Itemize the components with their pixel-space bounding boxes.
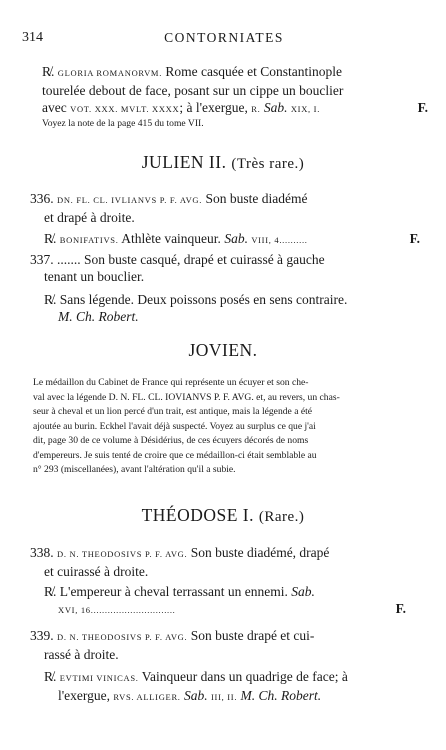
entry-337: 337. ....... Son buste casqué, drapé et cuirassé à gauche tenant un bouclier.: [30, 252, 325, 284]
entry-number: 337.: [30, 252, 54, 267]
entry-number: 339.: [30, 628, 54, 643]
reverse-sigil: R̸.: [44, 584, 57, 599]
page-number: 314: [22, 30, 43, 45]
reverse-sigil: R̸.: [44, 669, 57, 684]
entry-339-reverse: R̸. EVTIMI VINICAS. Vainqueur dans un quadrige de face; à l'exergue, RVS. ALLIGER. Sab. III, II. M. Ch. Robert.: [44, 669, 348, 703]
jovien-note: Le médaillon du Cabinet de France qui représente un écuyer et son che- val avec la légende D. N. FL. CL. IOVIANVS P. F. AVG. et, au revers, un chas- seur à cheval et un lion percé d'un trait, est antique, mais la légende a été ajoutée au burin. Eckhel l'avait déjà suspecté. Voyez au surplus ce que j'ai dit, page 30 de ce volume à Désidérius, de ces écuyers décorés de noms d'empereurs. Je suis tenté de croire que ce médaillon-ci était semblable au n° 293 (miscellanées), avant l'altération qu'il a subie.: [33, 377, 340, 475]
entry-337-reverse: R̸. Sans légende. Deux poissons posés en sens contraire. M. Ch. Robert.: [44, 292, 348, 324]
entry-text: tourelée debout de face, posant sur un cippe un bouclier: [42, 83, 344, 98]
entry-339: 339. D. N. THEODOSIVS P. F. AVG. Son buste drapé et cui- rassé à droite.: [30, 628, 315, 662]
obverse-legend: D. N. THEODOSIVS P. F. AVG.: [57, 549, 188, 559]
entry-336: 336. DN. FL. CL. IVLIANVS P. F. AVG. Son buste diadémé et drapé à droite.: [30, 191, 308, 225]
reverse-sigil: R̸.: [44, 231, 57, 246]
collection: M. Ch. Robert.: [58, 309, 139, 324]
rarity-value: F.: [395, 601, 406, 616]
obverse-legend: D. N. THEODOSIVS P. F. AVG.: [57, 632, 188, 642]
obverse-legend: DN. FL. CL. IVLIANVS P. F. AVG.: [57, 195, 203, 205]
entry-338: 338. D. N. THEODOSIVS P. F. AVG. Son buste diadémé, drapé et cuirassé à droite.: [30, 545, 330, 579]
entry-number: 336.: [30, 191, 54, 206]
footnote: Voyez la note de la page 415 du tome VII.: [42, 118, 204, 129]
entry-336-reverse: R̸. BONIFATIVS. Athlète vainqueur. Sab. VIII, 4.......... F.: [44, 231, 420, 246]
rarity-value: F.: [417, 100, 428, 115]
section-heading-jovien: JOVIEN.: [188, 340, 258, 360]
entry-text: Rome casquée et Constantinople: [165, 64, 342, 79]
reverse-legend: GLORIA ROMANORVM.: [57, 68, 163, 78]
running-head: CONTORNIATES: [164, 30, 284, 45]
section-heading-theodose: THÉODOSE I. (Rare.): [141, 505, 305, 525]
reverse-legend: EVTIMI VINICAS.: [59, 673, 139, 683]
page-header: [22, 30, 426, 48]
section-heading-julien: JULIEN II. (Très rare.): [141, 152, 305, 172]
entry-number: 338.: [30, 545, 54, 560]
rarity-value: F.: [409, 231, 420, 246]
reverse-sigil: R̸.: [42, 64, 55, 79]
intro-entry: R̸. GLORIA ROMANORVM. Rome casquée et Constantinople tourelée debout de face, posant sur un cippe un bouclier avec VOT. XXX. MVLT. XXXX; à l'exergue, R. Sab. XIX, I. F.: [42, 64, 428, 115]
reverse-sigil: R̸.: [44, 292, 57, 307]
reverse-legend: BONIFATIVS.: [59, 235, 119, 245]
collection: M. Ch. Robert.: [240, 688, 322, 703]
entry-338-reverse: R̸. L'empereur à cheval terrassant un ennemi. Sab. XVI, 16.............................. F.: [44, 584, 406, 616]
